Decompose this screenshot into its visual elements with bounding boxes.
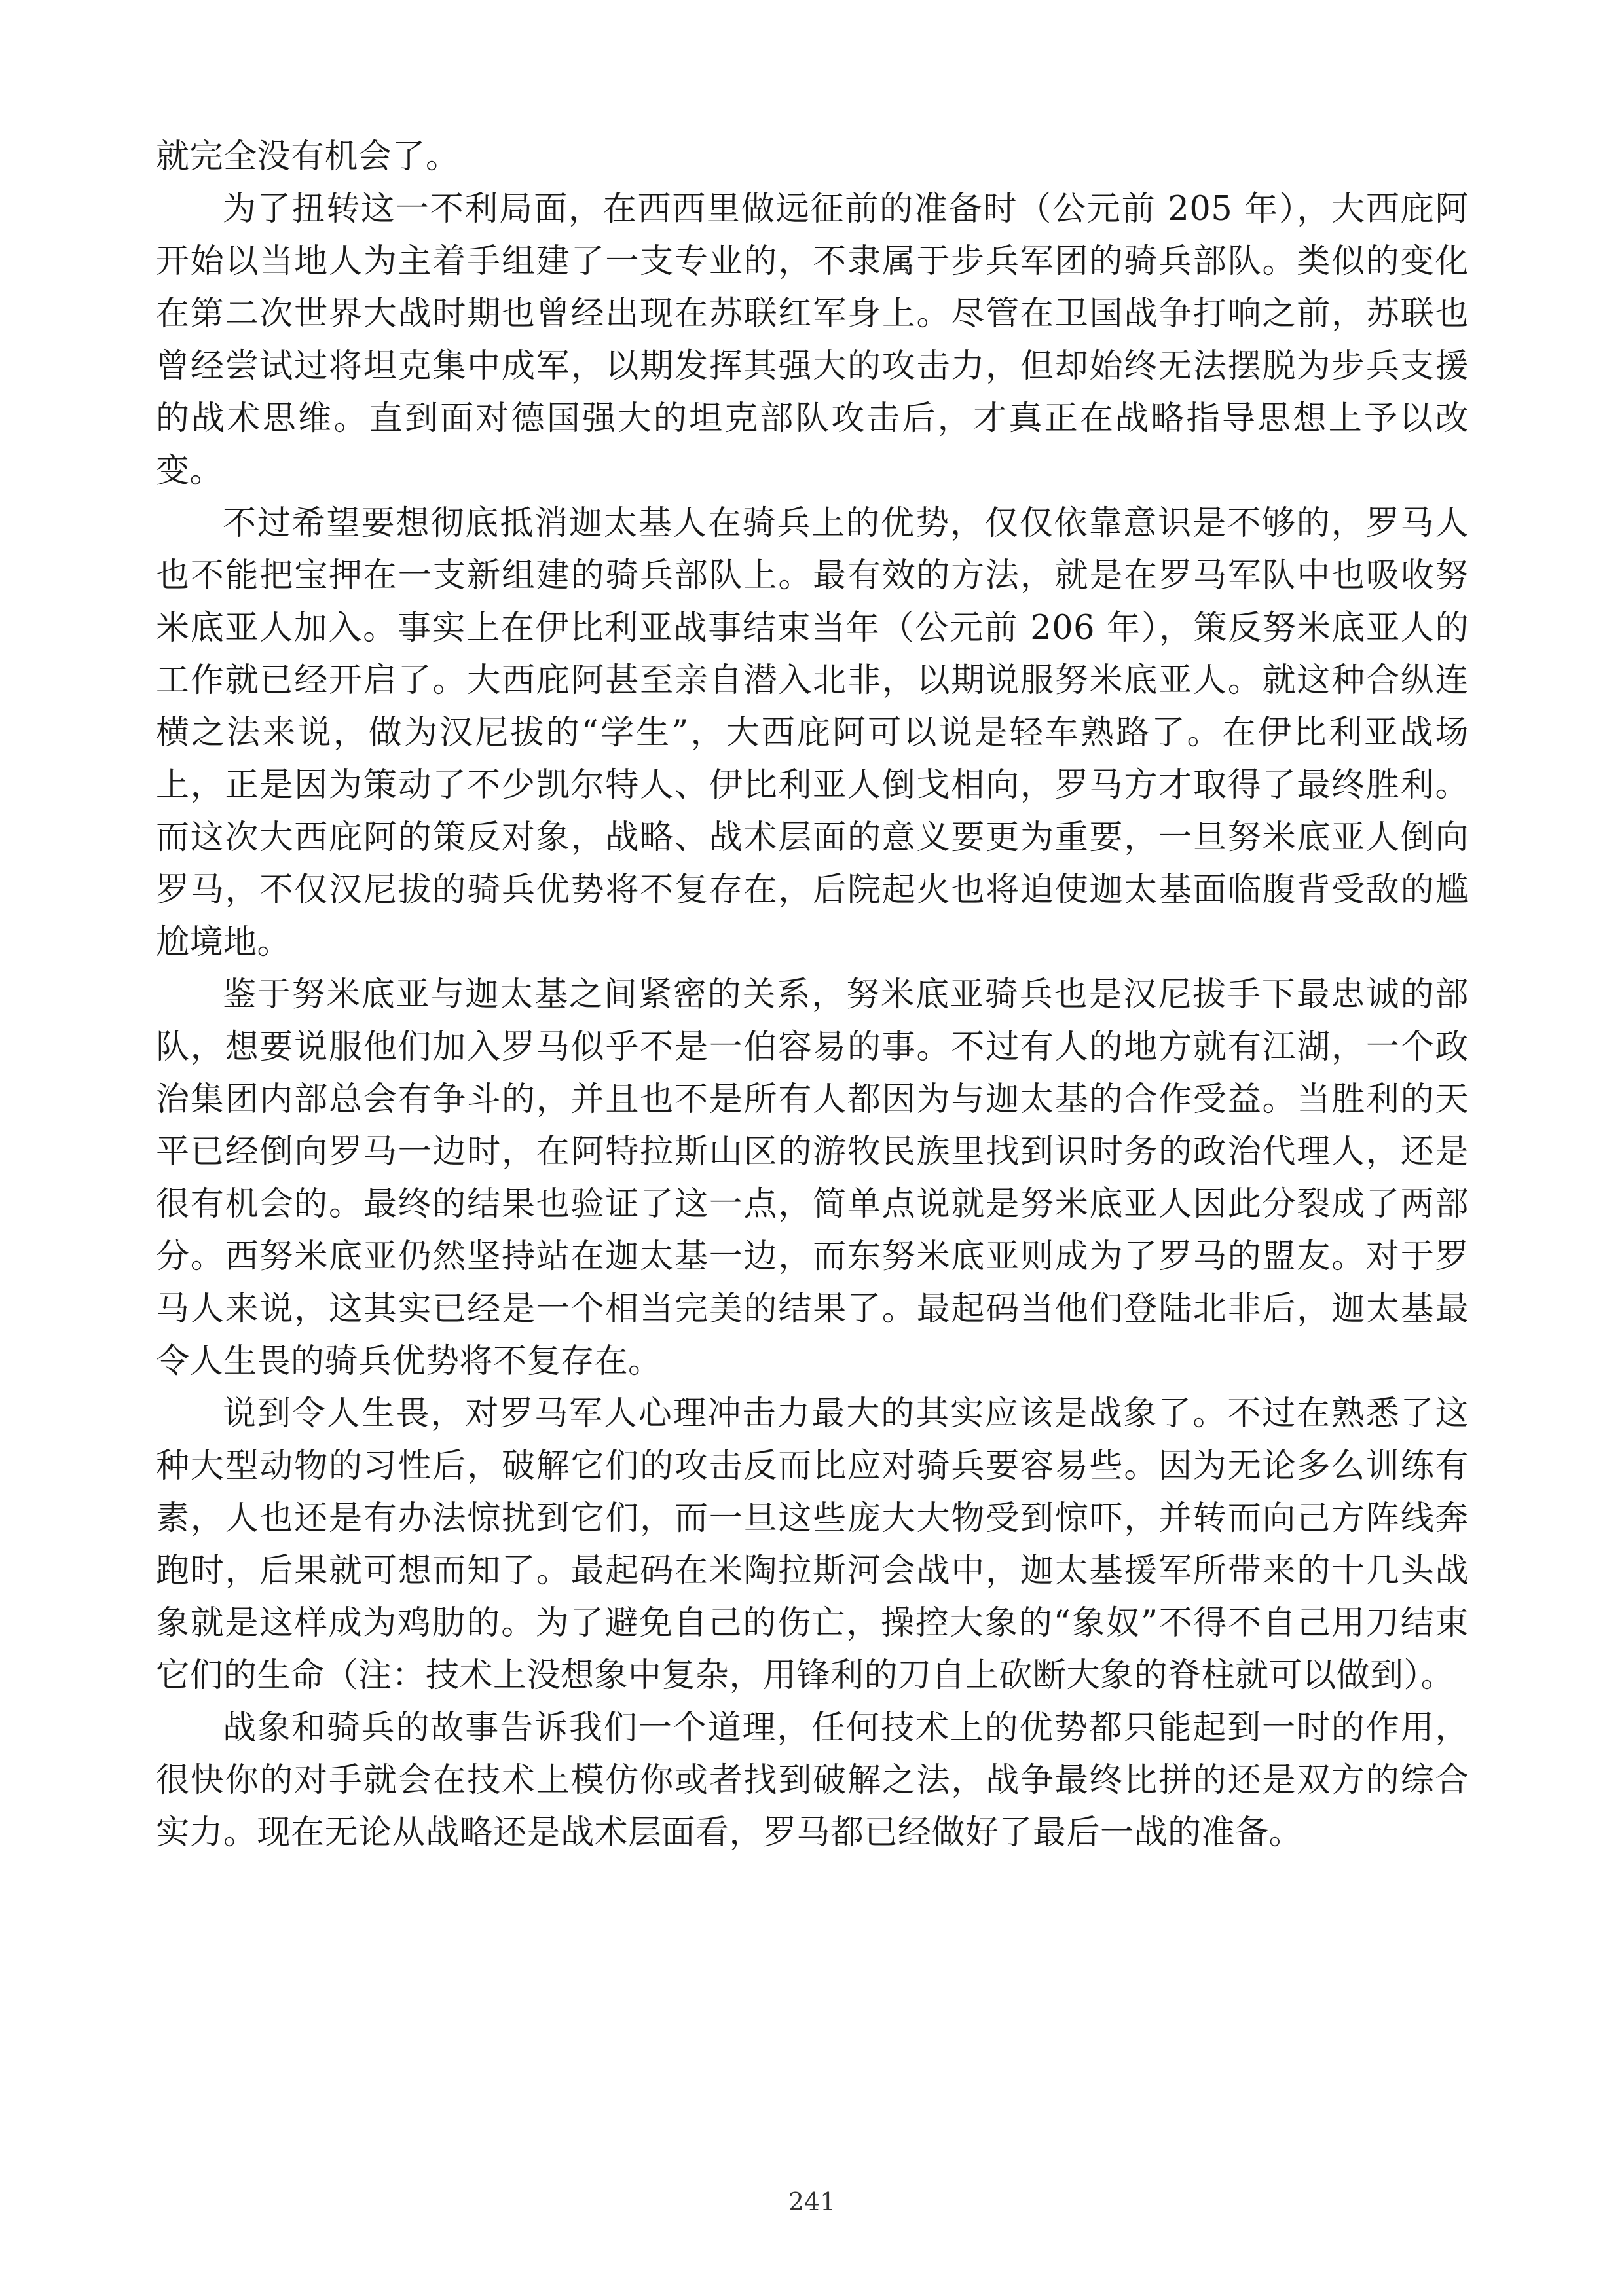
body-text: [156, 131, 1469, 1859]
paragraph: 战象和骑兵的故事告诉我们一个道理，任何技术上的优势都只能起到一时的作用，很快你的对手就会在技术上模仿你或者找到破解之法，战争最终比拼的还是双方的综合实力。现在无论从战略还是战术层面看，罗马都已经做好了最后一战的准备。: [156, 1709, 1469, 1852]
paragraph-continuation: 就完全没有机会了。: [156, 137, 460, 176]
paragraph: 说到令人生畏，对罗马军人心理冲击力最大的其实应该是战象了。不过在熟悉了这种大型动物的习性后，破解它们的攻击反而比应对骑兵要容易些。因为无论多么训练有素，人也还是有办法惊扰到它们，而一旦这些庞大大物受到惊吓，并转而向己方阵线奔跑时，后果就可想而知了。最起码在米陶拉斯河会战中，迦太基援军所带来的十几头战象就是这样成为鸡肋的。为了避免自己的伤亡，操控大象的“象奴”不得不自己用刀结束它们的生命（注：技术上没想象中复杂，用锋利的刀自上砍断大象的脊柱就可以做到）。: [156, 1394, 1469, 1695]
page-number: 241: [788, 2187, 836, 2216]
paragraph: 鉴于努米底亚与迦太基之间紧密的关系，努米底亚骑兵也是汉尼拔手下最忠诚的部队，想要说服他们加入罗马似乎不是一伯容易的事。不过有人的地方就有江湖，一个政治集团内部总会有争斗的，并且也不是所有人都因为与迦太基的合作受益。当胜利的天平已经倒向罗马一边时，在阿特拉斯山区的游牧民族里找到识时务的政治代理人，还是很有机会的。最终的结果也验证了这一点，简单点说就是努米底亚人因此分裂成了两部分。西努米底亚仍然坚持站在迦太基一边，而东努米底亚则成为了罗马的盟友。对于罗马人来说，这其实已经是一个相当完美的结果了。最起码当他们登陆北非后，迦太基最令人生畏的骑兵优势将不复存在。: [156, 975, 1469, 1381]
paragraph: 不过希望要想彻底抵消迦太基人在骑兵上的优势，仅仅依靠意识是不够的，罗马人也不能把宝押在一支新组建的骑兵部队上。最有效的方法，就是在罗马军队中也吸收努米底亚人加入。事实上在伊比利亚战事结束当年（公元前 206 年），策反努米底亚人的工作就已经开启了。大西庇阿甚至亲自潜入北非，以期说服努米底亚人。就这种合纵连横之法来说，做为汉尼拔的“学生”，大西庇阿可以说是轻车熟路了。在伊比利亚战场上，正是因为策动了不少凯尔特人、伊比利亚人倒戈相向，罗马方才取得了最终胜利。而这次大西庇阿的策反对象，战略、战术层面的意义要更为重要，一旦努米底亚人倒向罗马，不仅汉尼拔的骑兵优势将不复存在，后院起火也将迫使迦太基面临腹背受敌的尴尬境地。: [156, 504, 1469, 962]
paragraph: 为了扭转这一不利局面，在西西里做远征前的准备时（公元前 205 年），大西庇阿开始以当地人为主着手组建了一支专业的，不隶属于步兵军团的骑兵部队。类似的变化在第二次世界大战时期也曾经出现在苏联红军身上。尽管在卫国战争打响之前，苏联也曾经尝试过将坦克集中成军，以期发挥其强大的攻击力，但却始终无法摆脱为步兵支援的战术思维。直到面对德国强大的坦克部队攻击后，才真正在战略指导思想上予以改变。: [156, 190, 1469, 490]
